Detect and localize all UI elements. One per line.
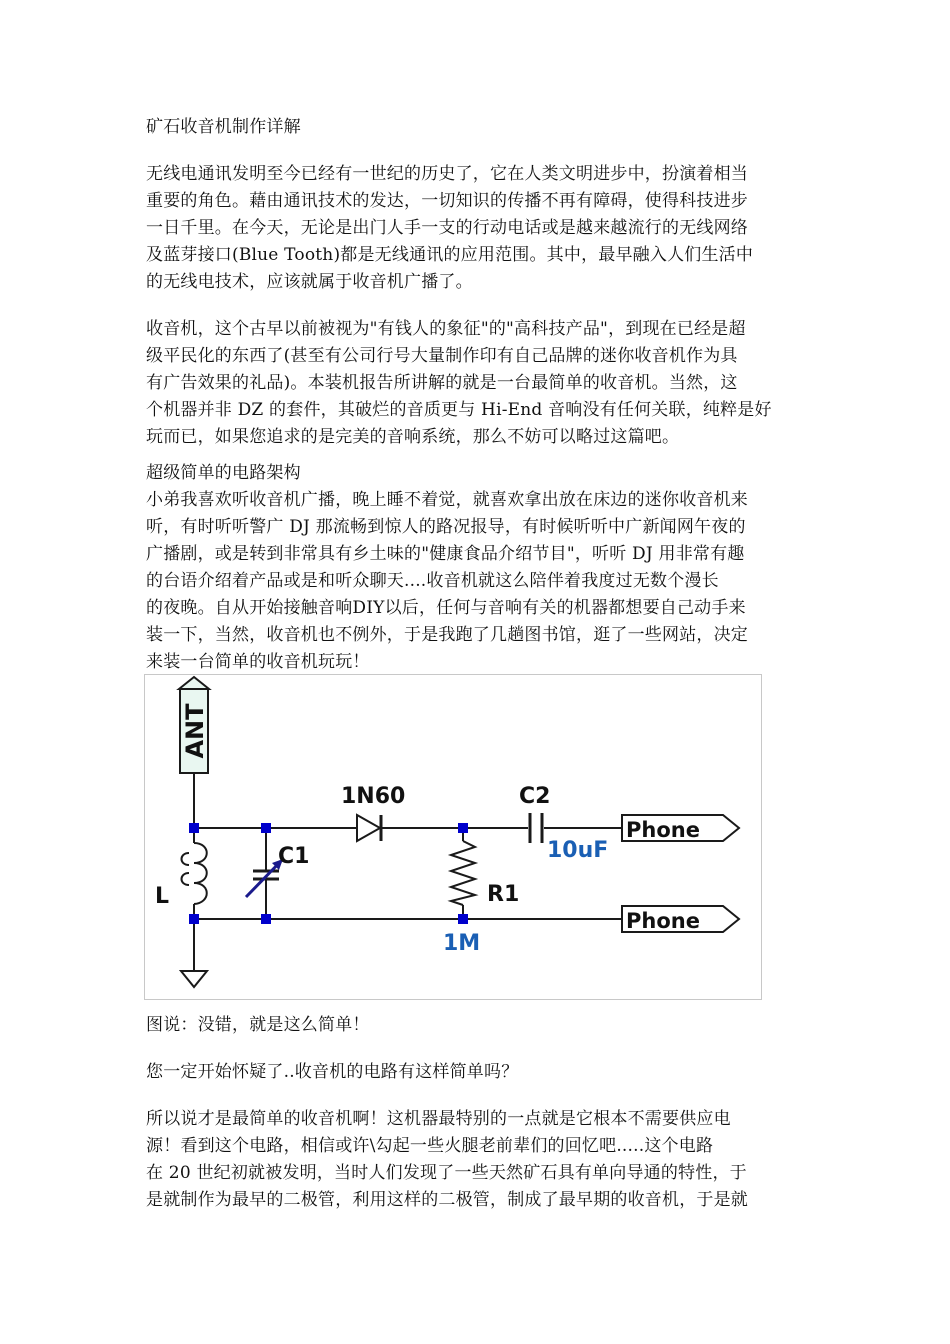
junction-node [189, 914, 199, 924]
paragraph-line: 一日千里。在今天，无论是出门人手一支的行动电话或是越来越流行的无线网络 [146, 218, 748, 238]
phone-output-2 [622, 906, 739, 933]
inductor-label: L [155, 884, 170, 909]
r1-value: 1M [443, 931, 481, 956]
paragraph-line: 的台语介绍着产品或是和听众聊天....收音机就这么陪伴着我度过无数个漫长 [146, 571, 719, 591]
c2-value: 10uF [547, 838, 609, 863]
circuit-diagram [144, 674, 762, 1000]
phone-label: Phone [626, 818, 700, 842]
paragraph-line: 装一下，当然，收音机也不例外，于是我跑了几趟图书馆，逛了一些网站，决定 [146, 625, 748, 645]
capacitor-c2 [519, 784, 608, 863]
paragraph-line: 无线电通讯发明至今已经有一世纪的历史了，它在人类文明进步中，扮演着相当 [146, 164, 748, 184]
resistor [443, 841, 519, 956]
paragraph-line: 听，有时听听警广 DJ 那流畅到惊人的路况报导，有时候听听中广新闻网午夜的 [146, 517, 746, 537]
diode [341, 784, 405, 841]
paragraph-line: 广播剧，或是转到非常具有乡土味的"健康食品介绍节目"，听听 DJ 用非常有趣 [146, 544, 745, 564]
c1-label: C1 [278, 844, 310, 869]
paragraph-line: 在 20 世纪初就被发明，当时人们发现了一些天然矿石具有单向导通的特性，于 [146, 1163, 747, 1183]
junction-node [261, 823, 271, 833]
paragraph-line: 重要的角色。藉由通讯技术的发达，一切知识的传播不再有障碍，使得科技进步 [146, 191, 748, 211]
variable-capacitor [246, 844, 309, 897]
c2-label: C2 [519, 784, 551, 809]
paragraph-line: 玩而已，如果您追求的是完美的音响系统，那么不妨可以略过这篇吧。 [146, 427, 680, 447]
diode-label: 1N60 [341, 784, 406, 809]
paragraph-line: 有广告效果的礼品)。本装机报告所讲解的就是一台最简单的收音机。当然，这 [146, 373, 738, 393]
phone-label: Phone [626, 909, 700, 933]
paragraph-line: 个机器并非 DZ 的套件，其破烂的音质更与 Hi-End 音响没有任何关联，纯粹是好 [146, 400, 772, 420]
phone-output-1 [622, 815, 739, 842]
page-title: 矿石收音机制作详解 [146, 117, 301, 137]
paragraph-line: 及蓝芽接口(Blue Tooth)都是无线通讯的应用范围。其中，最早融入人们生活中 [146, 245, 754, 265]
junction-node [458, 823, 468, 833]
r1-label: R1 [487, 882, 520, 907]
ground-symbol [181, 971, 207, 987]
paragraph-line: 级平民化的东西了(甚至有公司行号大量制作印有自己品牌的迷你收音机作为具 [146, 346, 738, 366]
antenna-label: ANT [181, 703, 209, 759]
section-heading: 超级简单的电路架构 [146, 463, 301, 483]
paragraph-line: 的夜晚。自从开始接触音响DIY以后，任何与音响有关的机器都想要自己动手来 [146, 598, 746, 618]
junction-nodes [189, 823, 468, 924]
question-line: 您一定开始怀疑了..收音机的电路有这样简单吗？ [146, 1062, 519, 1082]
paragraph-line: 小弟我喜欢听收音机广播，晚上睡不着觉，就喜欢拿出放在床边的迷你收音机来 [146, 490, 748, 510]
inductor [155, 843, 207, 909]
paragraph-line: 收音机，这个古早以前被视为"有钱人的象征"的"高科技产品"，到现在已经是超 [146, 319, 746, 339]
figure-caption: 图说：没错，就是这么简单！ [146, 1015, 370, 1035]
paragraph-line: 的无线电技术，应该就属于收音机广播了。 [146, 272, 473, 292]
junction-node [458, 914, 468, 924]
junction-node [189, 823, 199, 833]
junction-node [261, 914, 271, 924]
paragraph-line: 源！看到这个电路，相信或许\勾起一些火腿老前辈们的回忆吧.....这个电路 [146, 1136, 714, 1156]
antenna [179, 677, 209, 773]
paragraph-line: 所以说才是最简单的收音机啊！这机器最特别的一点就是它根本不需要供应电 [146, 1109, 731, 1129]
paragraph-line: 是就制作为最早的二极管，利用这样的二极管，制成了最早期的收音机，于是就 [146, 1190, 748, 1210]
paragraph-line: 来装一台简单的收音机玩玩！ [146, 652, 370, 672]
